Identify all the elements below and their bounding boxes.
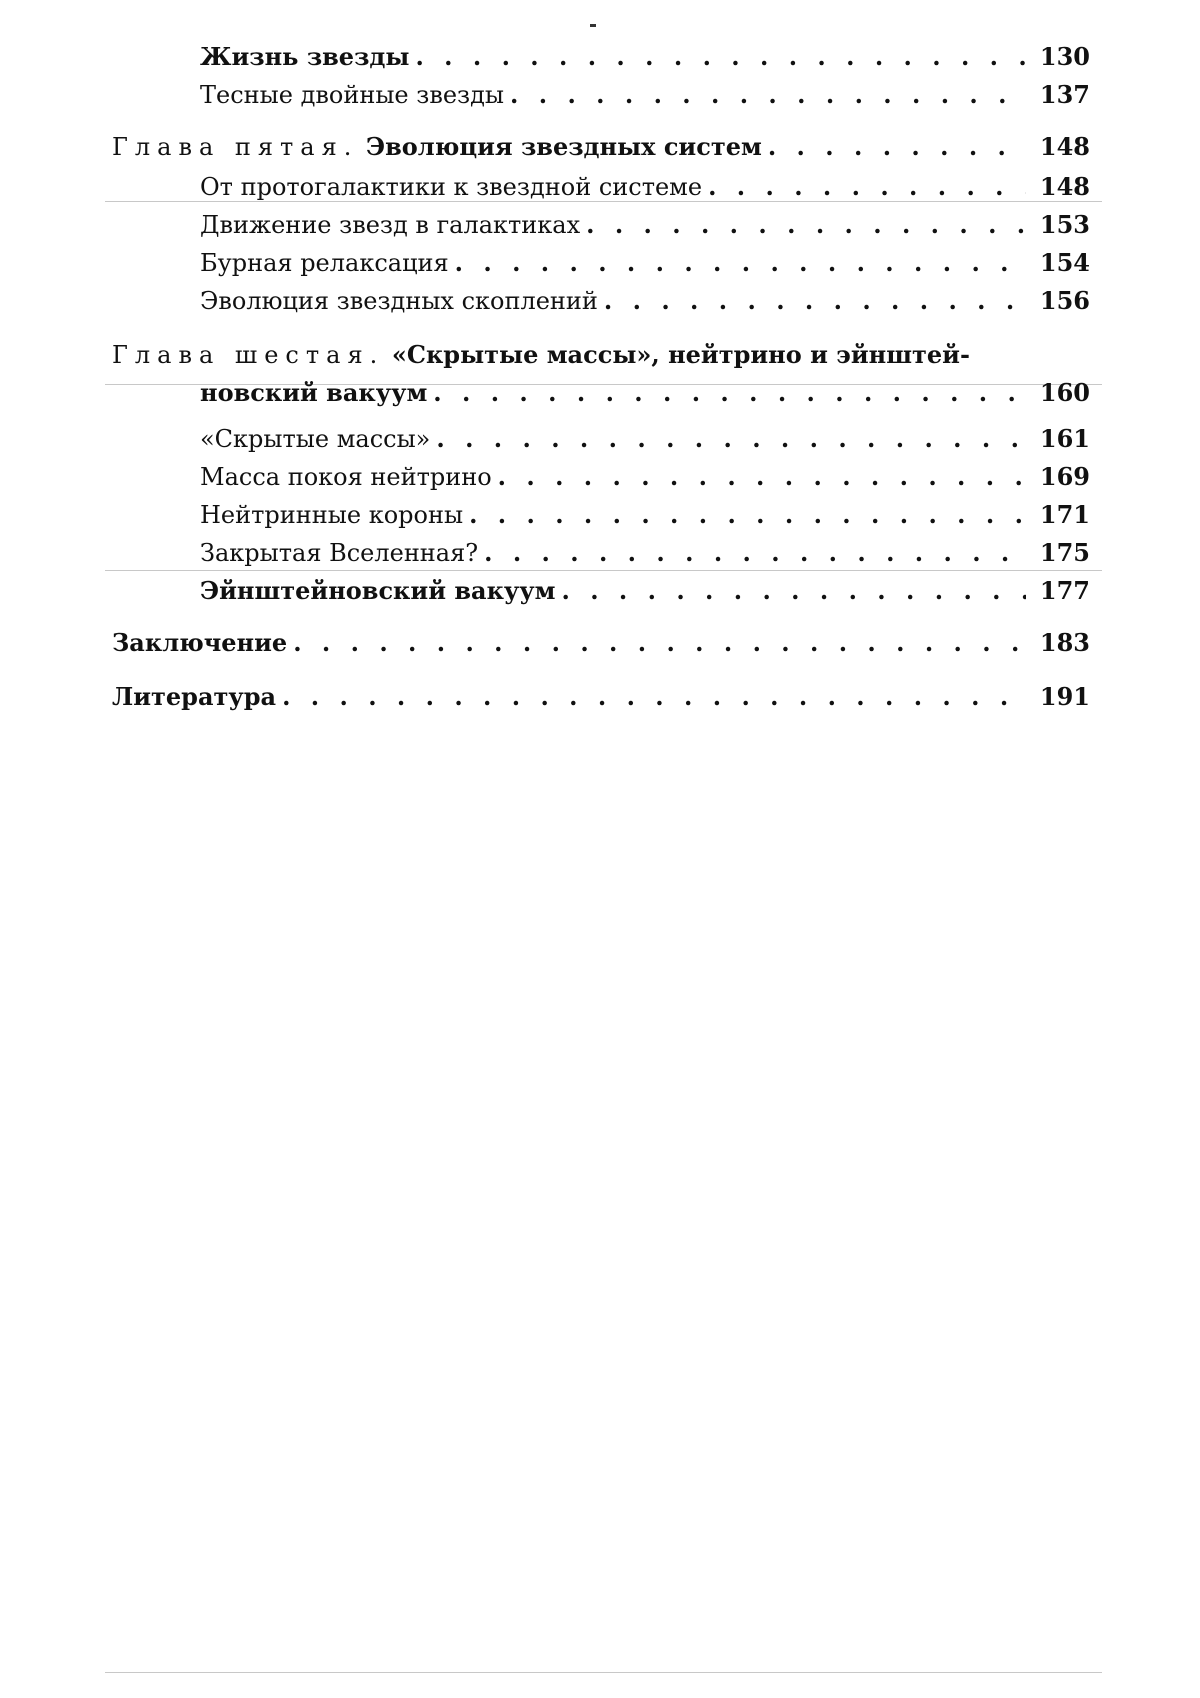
toc-entry-massa-pokoya[interactable] xyxy=(200,458,1090,492)
dot-leader xyxy=(484,538,1026,568)
toc-entry-title: Жизнь звезды xyxy=(200,42,410,71)
toc-page-number: 156 xyxy=(1039,286,1090,315)
toc-entry-skrytye-massy[interactable] xyxy=(200,420,1090,454)
toc-entry-zakrytaya-vselennaya[interactable] xyxy=(200,534,1090,568)
dot-leader xyxy=(469,500,1026,530)
dot-leader xyxy=(708,172,1026,202)
toc-entry-ot-protogalaktiki[interactable] xyxy=(200,168,1090,202)
toc-page-number: 148 xyxy=(1039,132,1090,161)
dot-leader xyxy=(282,682,1026,712)
dot-leader xyxy=(604,286,1026,316)
toc-page-number: 177 xyxy=(1039,576,1090,605)
page-mark xyxy=(590,24,596,27)
toc-entry-einshteynovskiy-vakuum[interactable] xyxy=(200,572,1090,606)
toc-page-number: 161 xyxy=(1039,424,1090,453)
dot-leader xyxy=(436,424,1026,454)
chapter-title-continued: новский вакуум xyxy=(200,378,428,407)
toc-entry-tesnye-dvoinye-zvezdy[interactable] xyxy=(200,76,1090,110)
toc-page-number: 191 xyxy=(1039,682,1090,711)
toc-entry-zhizn-zvezdy[interactable] xyxy=(200,38,1090,72)
toc-page-number: 153 xyxy=(1039,210,1090,239)
toc-entry-evolyuciya-skopleniy[interactable] xyxy=(200,282,1090,316)
toc-entry-title: Движение звезд в галактиках xyxy=(200,211,581,239)
toc-entry-neytrinnye-korony[interactable] xyxy=(200,496,1090,530)
chapter-label: Глава шестая. xyxy=(112,341,385,369)
toc-page-number: 169 xyxy=(1039,462,1090,491)
dot-leader xyxy=(510,80,1026,110)
toc-page-number: 160 xyxy=(1039,378,1090,407)
toc-page-number: 175 xyxy=(1039,538,1090,567)
toc-entry-literatura[interactable] xyxy=(112,678,1090,712)
toc-chapter-6[interactable] xyxy=(112,336,1090,370)
toc-entry-title: От протогалактики к звездной системе xyxy=(200,173,703,201)
toc-page-number: 137 xyxy=(1039,80,1090,109)
toc-page-number: 148 xyxy=(1039,172,1090,201)
toc-page-number: 171 xyxy=(1039,500,1090,529)
dot-leader xyxy=(415,42,1026,72)
dot-leader xyxy=(586,210,1026,240)
toc-chapter-5[interactable] xyxy=(112,128,1090,162)
toc-page-number: 154 xyxy=(1039,248,1090,277)
dot-leader xyxy=(498,462,1026,492)
page-bottom-rule xyxy=(105,1672,1102,1673)
toc-entry-title: Закрытая Вселенная? xyxy=(200,539,479,567)
toc-entry-title: Бурная релаксация xyxy=(200,249,449,277)
toc-page-number: 130 xyxy=(1039,42,1090,71)
toc-entry-burnaya-relaksaciya[interactable] xyxy=(200,244,1090,278)
toc-entry-title: Заключение xyxy=(112,628,288,657)
toc-entry-title: Эволюция звездных скоплений xyxy=(200,287,598,315)
toc-entry-title: Эйнштейновский вакуум xyxy=(200,576,556,605)
dot-leader xyxy=(433,378,1026,408)
dot-leader xyxy=(293,628,1026,658)
dot-leader xyxy=(561,576,1026,606)
chapter-label: Глава пятая. xyxy=(112,133,359,161)
toc-entry-title: Тесные двойные звезды xyxy=(200,81,505,109)
toc-entry-zaklyuchenie[interactable] xyxy=(112,624,1090,658)
dot-leader xyxy=(768,132,1026,162)
toc-page-number: 183 xyxy=(1039,628,1090,657)
chapter-title: «Скрытые массы», нейтрино и эйнштей- xyxy=(391,340,970,369)
toc-entry-dvizhenie-zvezd[interactable] xyxy=(200,206,1090,240)
toc-chapter-6-continued[interactable] xyxy=(200,374,1090,408)
chapter-title: Эволюция звездных систем xyxy=(366,132,762,161)
toc-entry-title: Масса покоя нейтрино xyxy=(200,463,492,491)
toc-entry-title: Литература xyxy=(112,682,277,711)
toc-entry-title: Нейтринные короны xyxy=(200,501,464,529)
scan-rule xyxy=(105,570,1102,571)
toc-entry-title: «Скрытые массы» xyxy=(200,425,431,453)
scan-rule xyxy=(105,201,1102,202)
dot-leader xyxy=(455,248,1026,278)
